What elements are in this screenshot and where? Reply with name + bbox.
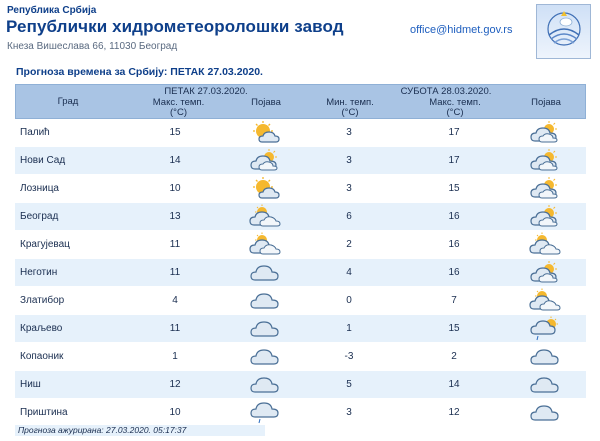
day1-max-header: Макс. темп. (°C) xyxy=(152,97,205,118)
day2-max-temp: 14 xyxy=(448,379,460,390)
city-name: Златибор xyxy=(20,295,65,306)
partly-cloudy-icon xyxy=(528,204,562,230)
table-row xyxy=(15,147,586,175)
day2-max-temp: 2 xyxy=(451,351,457,362)
day2-max-temp: 16 xyxy=(448,239,460,250)
mostly-cloudy-icon xyxy=(248,232,282,258)
day2-min-temp: 3 xyxy=(346,183,352,194)
day2-max-header: Макс. темп. (°C) xyxy=(429,97,481,118)
day1-max-temp: 1 xyxy=(172,351,178,362)
table-row xyxy=(15,259,586,287)
day2-max-temp: 17 xyxy=(448,155,460,166)
table-row xyxy=(15,203,586,231)
city-name: Лозница xyxy=(20,183,59,194)
cloud-icon xyxy=(248,316,282,342)
mostly-cloudy-icon xyxy=(528,232,562,258)
day2-min-temp: 2 xyxy=(346,239,352,250)
city-name: Ниш xyxy=(20,379,41,390)
mostly-cloudy-icon xyxy=(248,204,282,230)
day1-max-temp: 12 xyxy=(169,379,181,390)
updated-footer: Прогноза ажурирана: 27.03.2020. 05:17:37 xyxy=(15,425,265,436)
site-header xyxy=(0,0,600,62)
table-row xyxy=(15,343,586,371)
day1-max-temp: 13 xyxy=(169,211,181,222)
table-body xyxy=(15,119,586,427)
partly-cloudy-icon xyxy=(528,148,562,174)
city-name: Приштина xyxy=(20,407,68,418)
city-name: Копаоник xyxy=(20,351,64,362)
day2-min-temp: 0 xyxy=(346,295,352,306)
city-name: Нови Сад xyxy=(20,155,66,166)
rhmz-logo-icon[interactable] xyxy=(536,4,591,59)
cloud-icon xyxy=(528,372,562,398)
day2-max-temp: 17 xyxy=(448,127,460,138)
table-row xyxy=(15,399,586,427)
day2-max-temp: 16 xyxy=(448,267,460,278)
table-row xyxy=(15,119,586,147)
email-link[interactable]: office@hidmet.gov.rs xyxy=(410,24,513,36)
cloud-drizzle-icon xyxy=(248,400,282,426)
city-name: Палић xyxy=(20,127,50,138)
day2-max-temp: 12 xyxy=(448,407,460,418)
mostly-cloudy-icon xyxy=(528,288,562,314)
city-name: Београд xyxy=(20,211,59,222)
day2-icon-header: Појава xyxy=(531,97,561,108)
day1-max-temp: 11 xyxy=(169,323,181,334)
day2-max-temp: 15 xyxy=(448,323,460,334)
day1-title: ПЕТАК 27.03.2020. xyxy=(164,86,248,97)
partly-cloudy-icon xyxy=(528,176,562,202)
day2-min-temp: 3 xyxy=(346,155,352,166)
day2-min-temp: -3 xyxy=(344,351,354,362)
day1-max-temp: 14 xyxy=(169,155,181,166)
day2-min-temp: 6 xyxy=(346,211,352,222)
day2-title: СУБОТА 28.03.2020. xyxy=(400,86,492,97)
day1-max-temp: 4 xyxy=(172,295,178,306)
day2-max-temp: 7 xyxy=(451,295,457,306)
day2-min-temp: 4 xyxy=(346,267,352,278)
table-row xyxy=(15,231,586,259)
org-title: Републички хидрометеоролошки завод xyxy=(6,17,344,36)
cloud-icon xyxy=(528,344,562,370)
sun-cloud-icon xyxy=(248,120,282,146)
day2-min-temp: 1 xyxy=(346,323,352,334)
forecast-table xyxy=(15,84,586,427)
cloud-icon xyxy=(248,260,282,286)
partly-cloudy-icon xyxy=(528,260,562,286)
day2-max-temp: 16 xyxy=(448,211,460,222)
day1-max-temp: 11 xyxy=(169,267,181,278)
table-row xyxy=(15,371,586,399)
republic-label: Република Србија xyxy=(7,5,97,16)
city-name: Краљево xyxy=(20,323,63,334)
day1-max-temp: 11 xyxy=(169,239,181,250)
day2-min-temp: 3 xyxy=(346,407,352,418)
sun-cloud-icon xyxy=(248,176,282,202)
day2-max-temp: 15 xyxy=(448,183,460,194)
day2-min-temp: 5 xyxy=(346,379,352,390)
table-header xyxy=(15,84,586,119)
table-row xyxy=(15,175,586,203)
cloud-icon xyxy=(248,344,282,370)
partly-cloudy-icon xyxy=(248,148,282,174)
cloud-icon xyxy=(528,400,562,426)
day2-min-temp: 3 xyxy=(346,127,352,138)
day1-icon-header: Појава xyxy=(251,97,281,108)
city-name: Неготин xyxy=(20,267,58,278)
cloud-icon xyxy=(248,288,282,314)
table-row xyxy=(15,315,586,343)
day1-max-temp: 10 xyxy=(169,183,181,194)
day1-max-temp: 15 xyxy=(169,127,181,138)
day1-max-temp: 10 xyxy=(169,407,181,418)
city-name: Крагујевац xyxy=(20,239,70,250)
city-column-header: Град xyxy=(57,96,79,107)
forecast-title: Прогноза времена за Србију: ПЕТАК 27.03.2020. xyxy=(16,66,263,78)
address-label: Кнеза Вишеслава 66, 11030 Београд xyxy=(7,41,178,52)
day2-min-header: Мин. темп. (°C) xyxy=(326,97,374,118)
partly-cloudy-icon xyxy=(528,120,562,146)
table-row xyxy=(15,287,586,315)
sun-shower-icon xyxy=(528,316,562,342)
cloud-icon xyxy=(248,372,282,398)
